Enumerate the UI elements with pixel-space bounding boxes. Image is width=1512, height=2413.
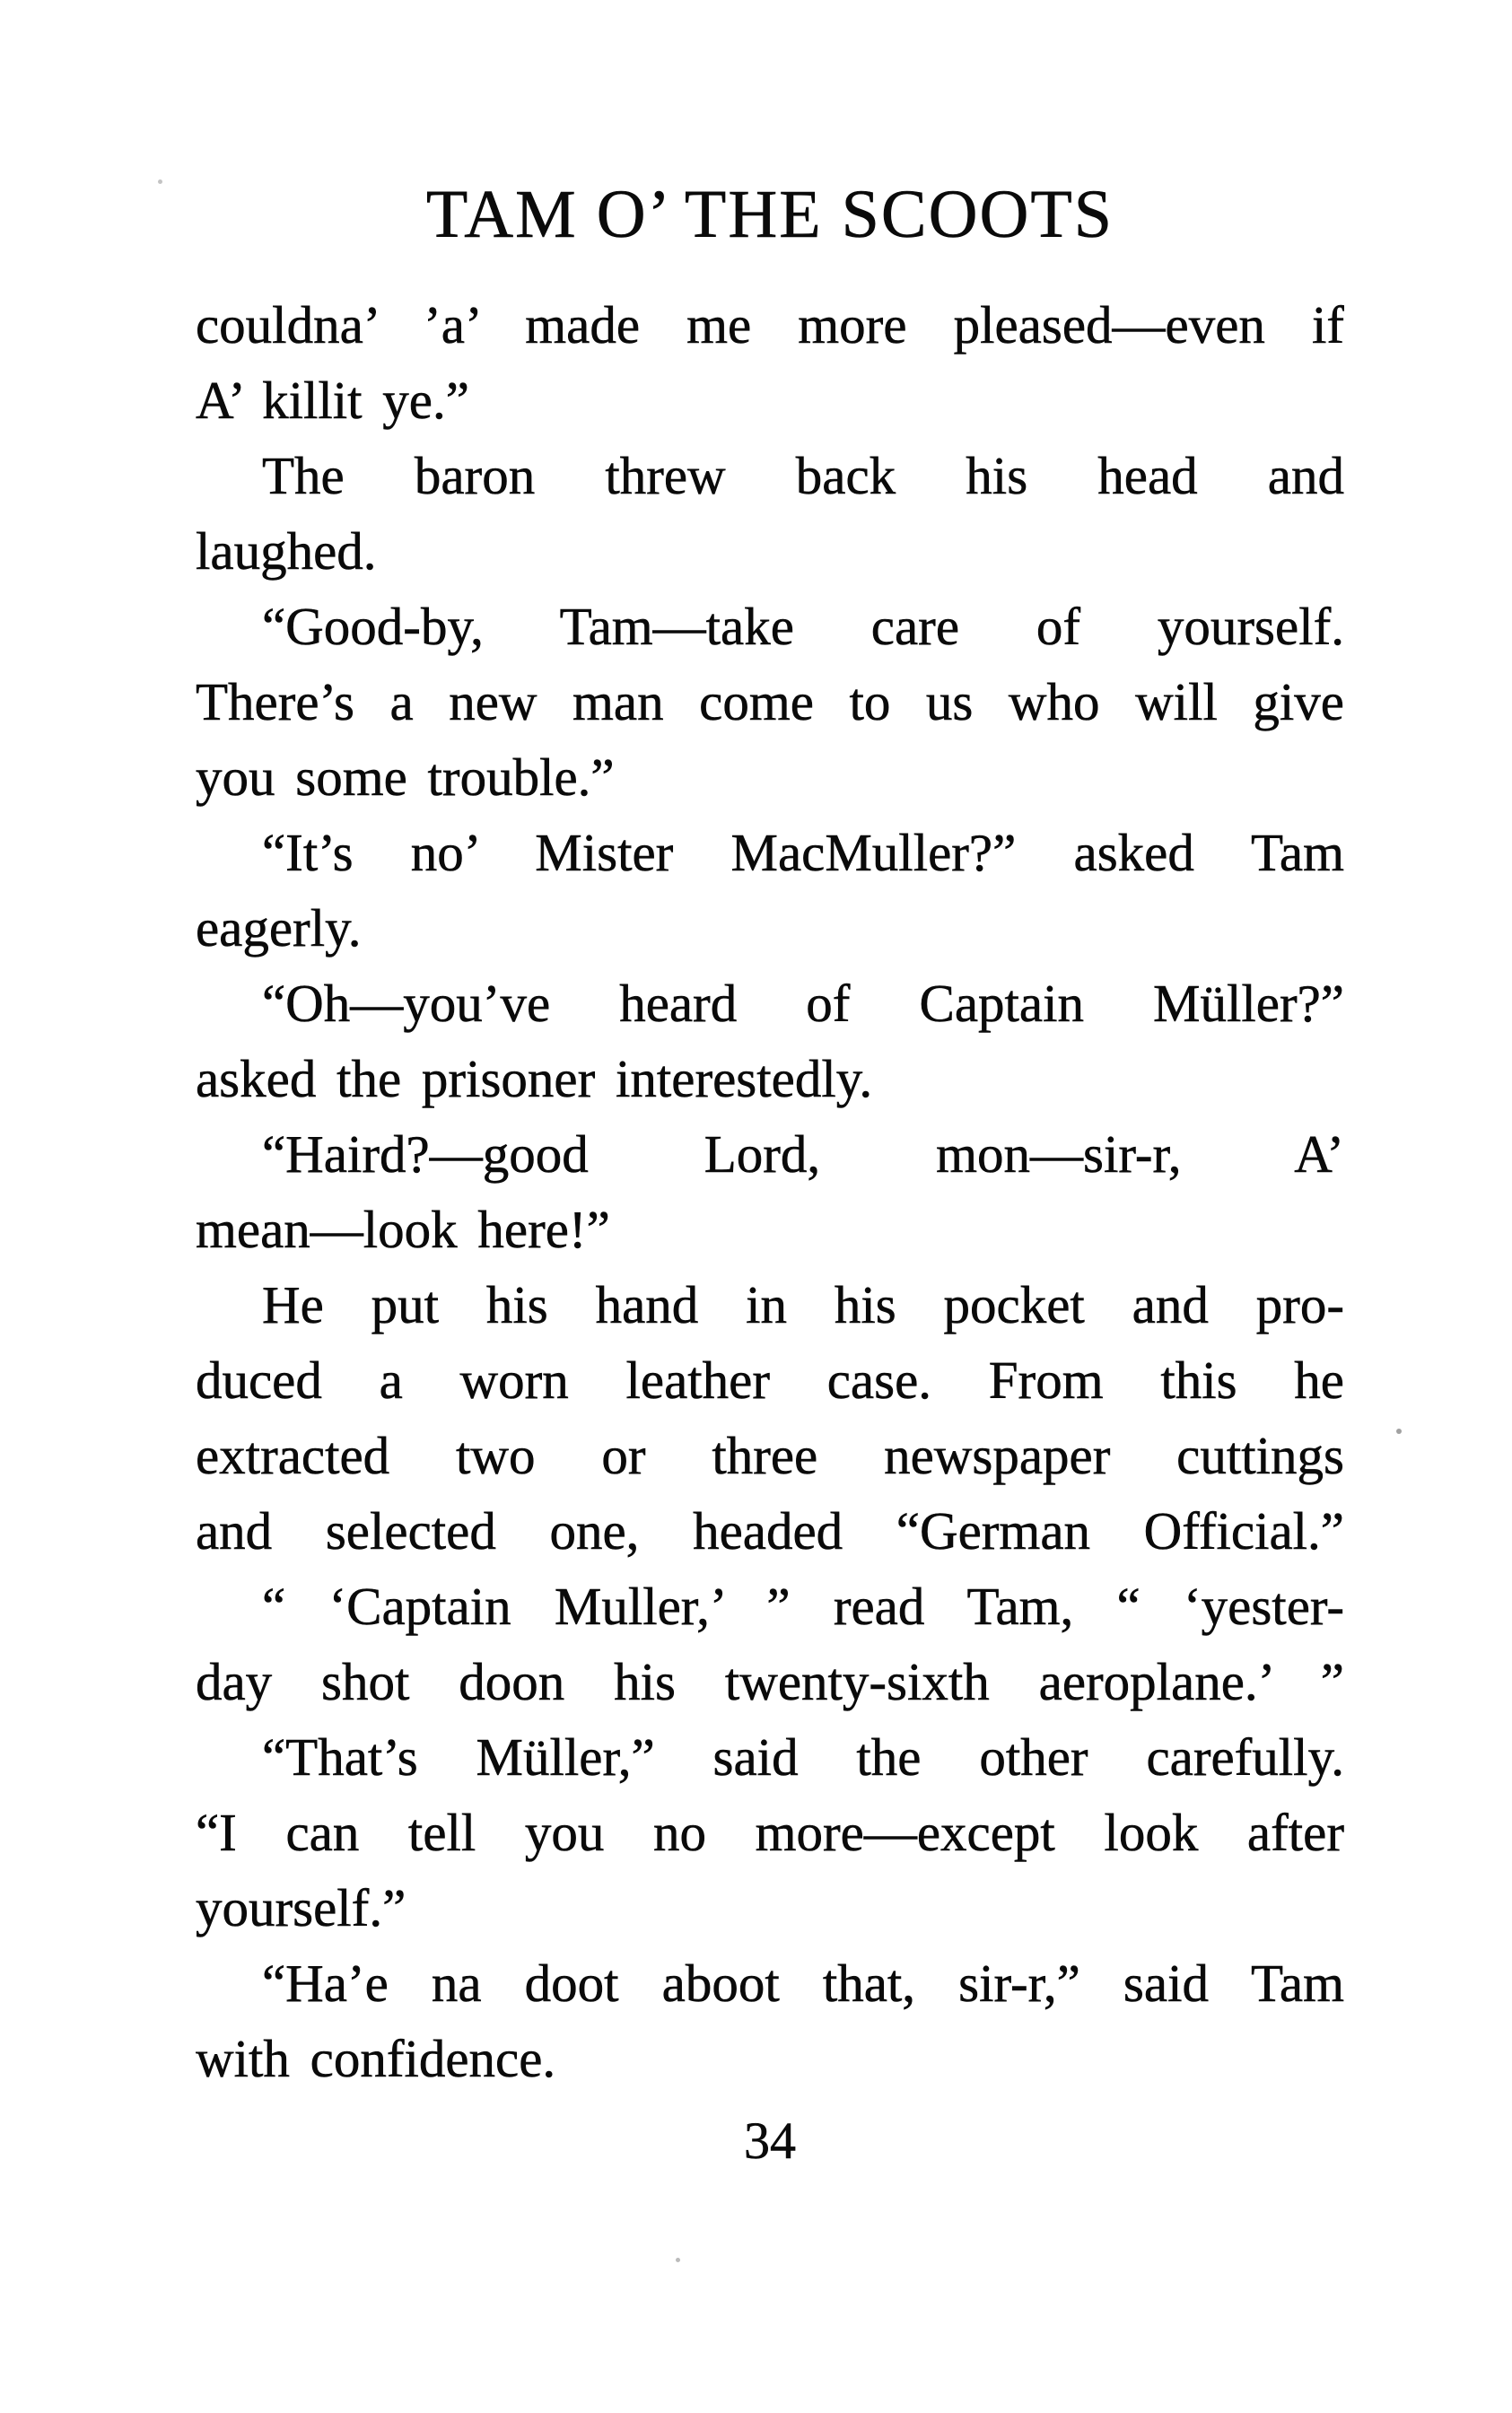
text-line: extracted two or three newspaper cuttings (196, 1426, 1344, 1485)
body-text (196, 287, 1344, 2096)
text-line: “It’s no’ Mister MacMuller?” asked Tam (262, 823, 1344, 882)
page-number: 34 (744, 2111, 796, 2170)
text-line: day shot doon his twenty-sixth aeroplane.’ ” (196, 1652, 1344, 1711)
text-line: asked the prisoner interestedly. (196, 1049, 873, 1108)
text-line: “Haird?—good Lord, mon—sir-r, A’ (262, 1124, 1344, 1184)
text-line: you some trouble.” (196, 748, 615, 807)
text-line: with confidence. (196, 2029, 556, 2088)
text-line: and selected one, headed “German Official.” (196, 1501, 1344, 1561)
text-line: A’ killit ye.” (196, 371, 469, 430)
text-line: duced a worn leather case. From this he (196, 1351, 1344, 1410)
scan-speck (158, 179, 162, 184)
page-title: TAM O’ THE SCOOTS (425, 177, 1114, 252)
text-line: eagerly. (196, 898, 362, 957)
text-line: mean—look here!” (196, 1200, 610, 1259)
text-line: “That’s Müller,” said the other carefully. (262, 1727, 1344, 1787)
text-line: yourself.” (196, 1878, 406, 1937)
text-line: laughed. (196, 521, 377, 581)
text-line: “I can tell you no more—except look after (196, 1803, 1344, 1862)
text-line: “ ‘Captain Muller,’ ” read Tam, “ ‘yester- (262, 1577, 1344, 1636)
text-line: couldna’ ’a’ made me more pleased—even if (196, 295, 1344, 354)
text-line: There’s a new man come to us who will give (196, 672, 1344, 731)
scan-speck (1396, 1429, 1402, 1434)
text-line: “Good-by, Tam—take care of yourself. (262, 597, 1344, 656)
scan-speck (676, 2258, 680, 2262)
text-line: “Oh—you’ve heard of Captain Müller?” (262, 974, 1344, 1033)
text-line: The baron threw back his head and (262, 446, 1344, 505)
text-line: “Ha’e na doot aboot that, sir-r,” said Tam (262, 1954, 1344, 2013)
text-line: He put his hand in his pocket and pro- (262, 1275, 1344, 1334)
